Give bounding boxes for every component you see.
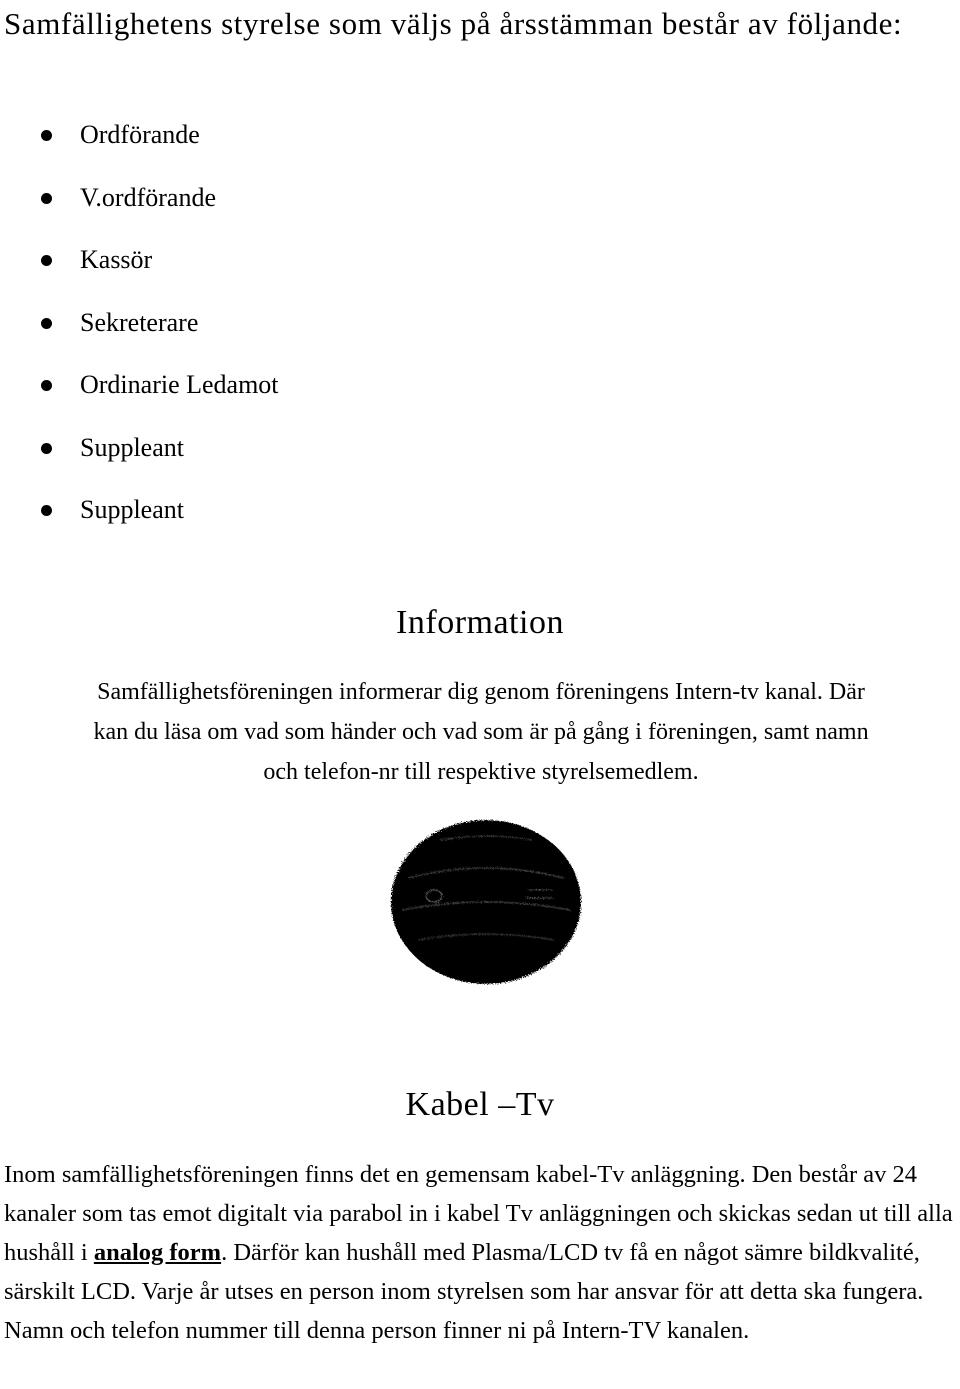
intro-heading: Samfällighetens styrelse som väljs på årsstämman består av följande: bbox=[4, 6, 903, 41]
list-item bbox=[0, 104, 279, 167]
bullet-icon bbox=[41, 318, 52, 329]
kabel-tv-text-end: . Därför kan hushåll med Plasma/LCD tv få en något sämre bildkvalité, särskilt LCD. Varje år utses en person inom styrelsen som har ansvar för att detta ska fungera. Namn och telefon nummer till denna person finner ni på Intern-TV kanalen. bbox=[4, 1239, 924, 1344]
bullet-icon bbox=[41, 443, 52, 454]
list-item bbox=[0, 229, 279, 292]
role-label: Kassör bbox=[80, 245, 153, 274]
board-roles-list bbox=[0, 104, 279, 542]
list-item bbox=[0, 354, 279, 417]
role-label: Suppleant bbox=[80, 432, 184, 462]
bullet-icon bbox=[41, 505, 52, 516]
list-item bbox=[0, 167, 279, 230]
role-label: Ordförande bbox=[80, 120, 200, 149]
bullet-icon bbox=[41, 130, 52, 141]
bullet-icon bbox=[41, 380, 52, 391]
information-line: kan du läsa om vad som händer och vad som är på gång i föreningen, samt namn bbox=[93, 719, 869, 745]
role-label: V.ordförande bbox=[80, 182, 216, 212]
information-line: Samfällighetsföreningen informerar dig genom föreningens Intern-tv kanal. Där bbox=[97, 679, 865, 705]
list-item bbox=[0, 417, 279, 480]
role-label: Sekreterare bbox=[80, 307, 199, 337]
list-item bbox=[0, 479, 279, 542]
information-paragraph bbox=[4, 672, 958, 792]
list-item bbox=[0, 292, 279, 355]
bullet-icon bbox=[41, 255, 52, 266]
role-label: Ordinarie Ledamot bbox=[80, 370, 279, 399]
association-logo-image bbox=[388, 818, 584, 990]
kabel-tv-heading: Kabel –Tv bbox=[405, 1086, 555, 1123]
role-label: Suppleant bbox=[80, 495, 184, 524]
kabel-tv-paragraph bbox=[4, 1155, 960, 1350]
kabel-tv-text-start: Inom samfällighetsföreningen finns det en gemensam kabel-Tv anläggning. Den består av 24 kanaler som tas emot digitalt via parabol in i kabel Tv anläggningen och skickas sedan ut till alla hushåll i bbox=[4, 1161, 953, 1266]
information-heading: Information bbox=[396, 604, 564, 641]
bullet-icon bbox=[41, 193, 52, 204]
information-line: och telefon-nr till respektive styrelsemedlem. bbox=[263, 759, 699, 785]
analog-form-link[interactable]: analog form bbox=[93, 1239, 222, 1266]
